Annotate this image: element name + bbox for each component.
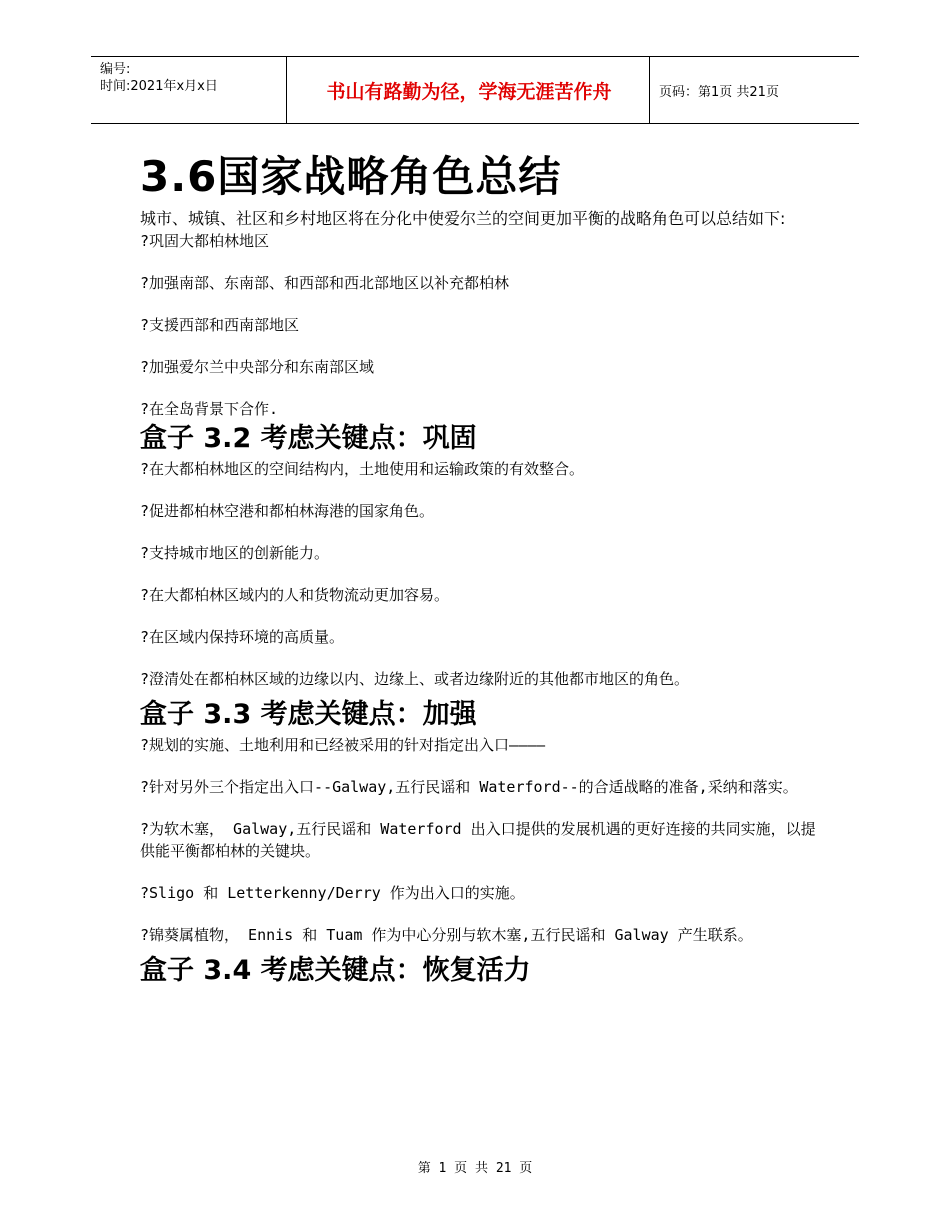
- list-item: ?针对另外三个指定出入口--Galway,五行民谣和 Waterford--的合适战略的准备,采纳和落实。: [140, 778, 798, 796]
- box-heading: 盒子 3.2 考虑关键点：巩固: [140, 423, 477, 454]
- list-item: ?锦葵属植物， Ennis 和 Tuam 作为中心分别与软木塞,五行民谣和 Galway 产生联系。: [140, 926, 753, 944]
- list-item: ?促进都柏林空港和都柏林海港的国家角色。: [140, 502, 435, 520]
- list-item: ?支持城市地区的创新能力。: [140, 544, 330, 562]
- header-meta: [100, 61, 218, 95]
- header-number-label: 编号:: [100, 62, 131, 77]
- section-title: 3.6国家战略角色总结: [140, 152, 562, 201]
- list-item: ?在大都柏林地区的空间结构内，土地使用和运输政策的有效整合。: [140, 460, 585, 478]
- page-footer: 第 1 页 共 21 页: [417, 1161, 533, 1176]
- list-item: ?澄清处在都柏林区域的边缘以内、边缘上、或者边缘附近的其他都市地区的角色。: [140, 670, 690, 688]
- list-item: ?Sligo 和 Letterkenny/Derry 作为出入口的实施。: [140, 884, 525, 902]
- document-body: [140, 146, 830, 990]
- list-item: ?在区域内保持环境的高质量。: [140, 628, 345, 646]
- list-item: ?为软木塞， Galway,五行民谣和 Waterford 出入口提供的发展机遇的更好连接的共同实施，以提供能平衡都柏林的关键块。: [140, 820, 816, 860]
- box-heading: 盒子 3.4 考虑关键点：恢复活力: [140, 955, 531, 986]
- list-item: ?在大都柏林区域内的人和货物流动更加容易。: [140, 586, 450, 604]
- header-time-label: 时间:2021年x月x日: [100, 79, 218, 94]
- list-item: ?加强爱尔兰中央部分和东南部区域: [140, 358, 375, 376]
- page-header: [91, 56, 859, 124]
- list-item: ?在全岛背景下合作.: [140, 400, 279, 418]
- list-item: ?支援西部和西南部地区: [140, 316, 300, 334]
- list-item: ?巩固大都柏林地区: [140, 232, 270, 250]
- box-heading: 盒子 3.3 考虑关键点：加强: [140, 699, 477, 730]
- header-motto: 书山有路勤为径，学海无涯苦作舟: [326, 80, 612, 103]
- header-page-info: 页码：第1页 共21页: [659, 84, 779, 100]
- header-divider: [286, 57, 287, 123]
- section-intro: 城市、城镇、社区和乡村地区将在分化中使爱尔兰的空间更加平衡的战略角色可以总结如下:: [140, 209, 786, 228]
- list-item: ?加强南部、东南部、和西部和西北部地区以补充都柏林: [140, 274, 510, 292]
- list-item: ?规划的实施、土地利用和已经被采用的针对指定出入口————: [140, 736, 546, 754]
